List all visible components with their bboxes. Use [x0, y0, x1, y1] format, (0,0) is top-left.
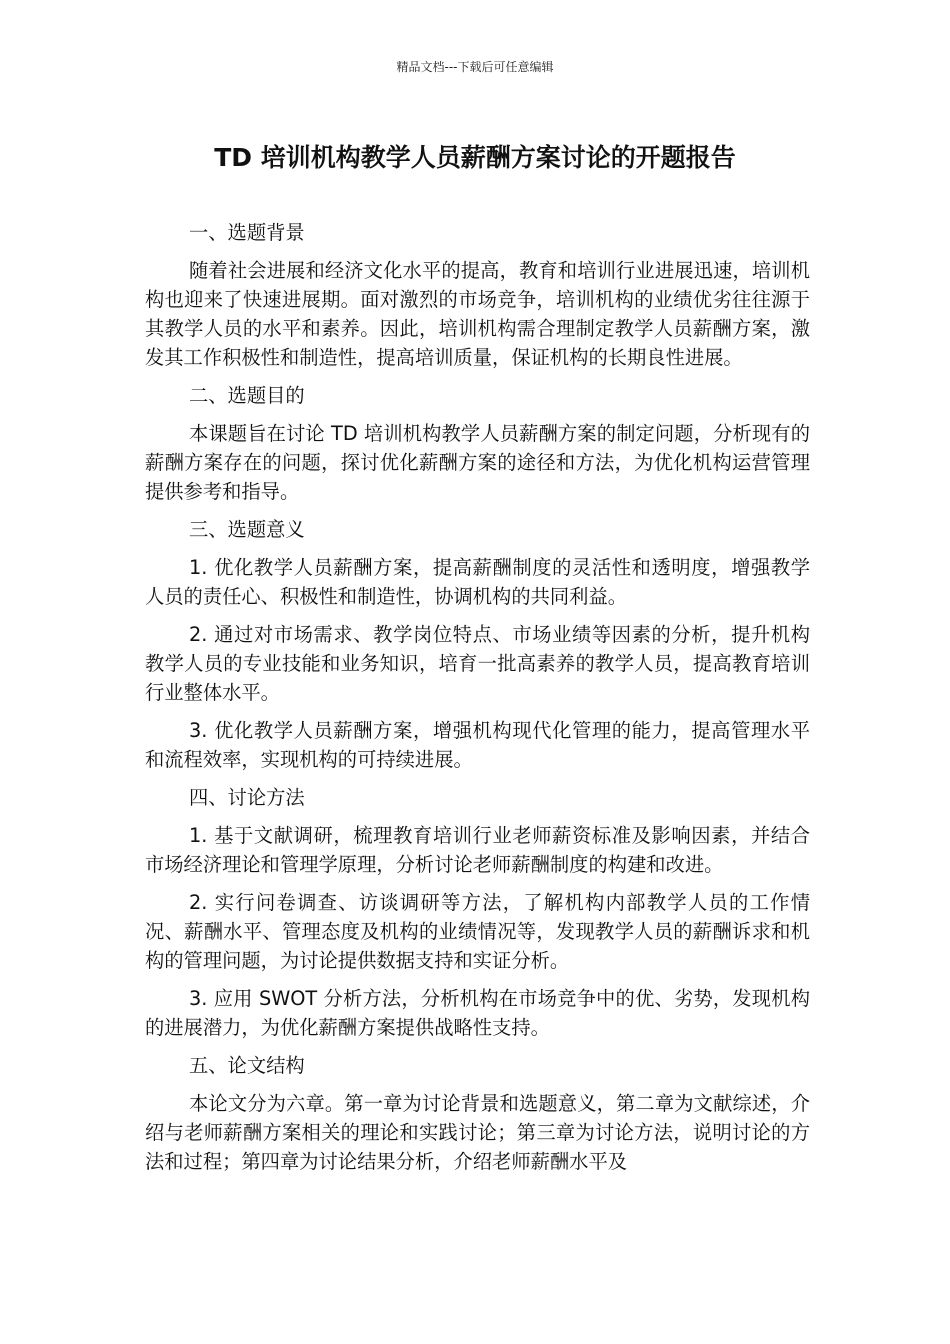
paragraph-methods-3: 3. 应用 SWOT 分析方法，分析机构在市场竞争中的优、劣势，发现机构的进展潜力，为优化薪酬方案提供战略性支持。 [145, 987, 810, 1039]
paragraph-methods-1: 1. 基于文献调研，梳理教育培训行业老师薪资标准及影响因素，并结合市场经济理论和管理学原理，分析讨论老师薪酬制度的构建和改进。 [145, 824, 810, 876]
section-heading-background: 一、选题背景 [189, 221, 305, 244]
section-heading-structure: 五、论文结构 [189, 1054, 305, 1077]
paragraph-structure: 本论文分为六章。第一章为讨论背景和选题意义，第二章为文献综述，介绍与老师薪酬方案相关的理论和实践讨论；第三章为讨论方法，说明讨论的方法和过程；第四章为讨论结果分析，介绍老师薪酬水平及 [145, 1092, 810, 1173]
paragraph-methods-2: 2. 实行问卷调查、访谈调研等方法，了解机构内部教学人员的工作情况、薪酬水平、管理态度及机构的业绩情况等，发现教学人员的薪酬诉求和机构的管理问题，为讨论提供数据支持和实证分析。 [145, 891, 810, 972]
document-body [145, 218, 810, 1185]
document-title: TD 培训机构教学人员薪酬方案讨论的开题报告 [214, 143, 736, 172]
paragraph-purpose: 本课题旨在讨论 TD 培训机构教学人员薪酬方案的制定问题，分析现有的薪酬方案存在的问题，探讨优化薪酬方案的途径和方法，为优化机构运营管理提供参考和指导。 [145, 422, 810, 503]
paragraph-significance-2: 2. 通过对市场需求、教学岗位特点、市场业绩等因素的分析，提升机构教学人员的专业技能和业务知识，培育一批高素养的教学人员，提高教育培训行业整体水平。 [145, 623, 810, 704]
paragraph-background: 随着社会进展和经济文化水平的提高，教育和培训行业进展迅速，培训机构也迎来了快速进展期。面对激烈的市场竞争，培训机构的业绩优劣往往源于其教学人员的水平和素养。因此，培训机构需合理制定教学人员薪酬方案，激发其工作积极性和制造性，提高培训质量，保证机构的长期良性进展。 [145, 259, 810, 369]
section-heading-methods: 四、讨论方法 [189, 786, 305, 809]
section-heading-significance: 三、选题意义 [189, 518, 305, 541]
paragraph-significance-3: 3. 优化教学人员薪酬方案，增强机构现代化管理的能力，提高管理水平和流程效率，实现机构的可持续进展。 [145, 719, 810, 771]
paragraph-significance-1: 1. 优化教学人员薪酬方案，提高薪酬制度的灵活性和透明度，增强教学人员的责任心、积极性和制造性，协调机构的共同利益。 [145, 556, 810, 608]
section-heading-purpose: 二、选题目的 [189, 384, 305, 407]
header-note: 精品文档---下载后可任意编辑 [396, 60, 554, 74]
